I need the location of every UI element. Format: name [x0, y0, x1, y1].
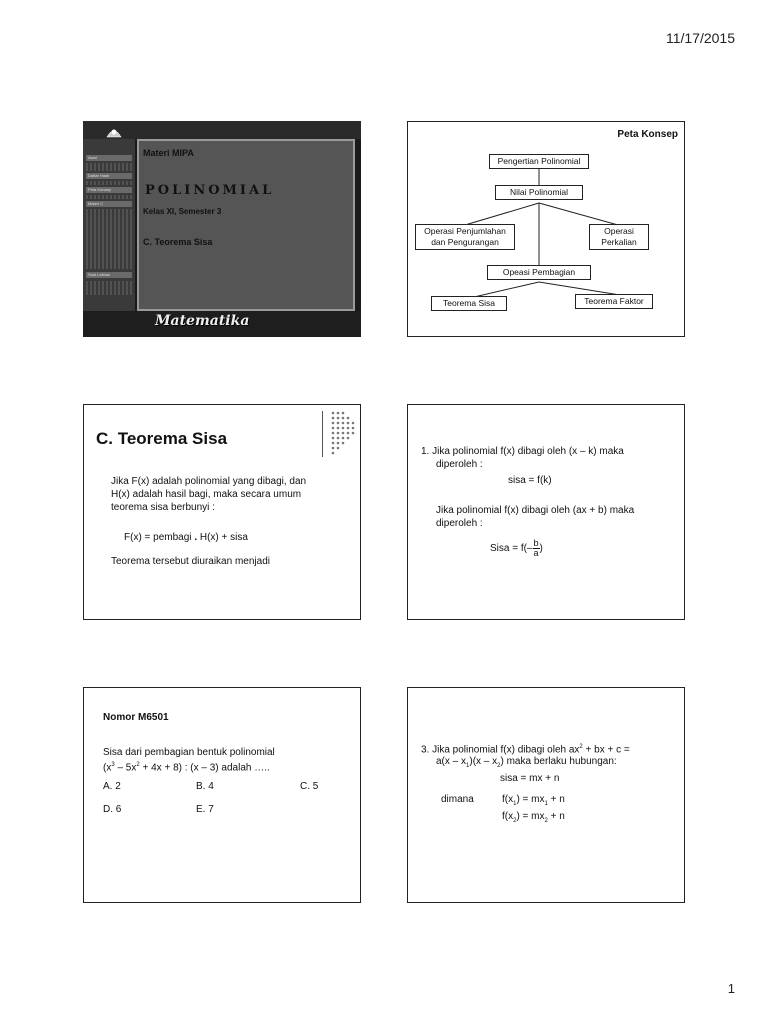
expr-exponent: 2 [136, 762, 140, 768]
slide-topbar [83, 121, 361, 139]
case2-line2: diperoleh : [436, 518, 483, 529]
node-label: Operasi [604, 226, 634, 236]
node-teorema-sisa: Teorema Sisa [431, 296, 507, 311]
case3-eq2 [502, 810, 565, 828]
text-part: f(x [502, 794, 514, 805]
case1-line1: 1. Jika polinomial f(x) dibagi oleh (x – k) maka [421, 446, 624, 457]
page-number: 1 [727, 981, 735, 996]
case2-line1: Jika polinomial f(x) dibagi oleh (ax + b) maka [436, 505, 635, 516]
text-part: + bx + c = [582, 744, 630, 756]
brand-logo: Matematika [155, 313, 250, 329]
kelas-label: Kelas XI, Semester 3 [143, 207, 222, 216]
text-part: + n [547, 794, 565, 805]
slide-title-text: C. Teorema Sisa [96, 429, 228, 448]
theorem-intro [111, 475, 341, 514]
nav-grid [86, 181, 132, 185]
formula-dot: . [194, 532, 198, 543]
text-line: H(x) adalah hasil bagi, maka secara umum [111, 489, 302, 500]
text-part: ) maka berlaku hubungan: [500, 756, 617, 767]
expr-part: (x [103, 762, 112, 774]
dimana-label: dimana [441, 794, 474, 805]
nav-grid [86, 163, 132, 171]
option-b: B. 4 [196, 781, 214, 792]
slide-title [83, 121, 361, 337]
case2-result [490, 539, 543, 558]
exponent: 2 [579, 744, 583, 750]
nav-item-materi-c[interactable]: Materi C [86, 201, 132, 207]
case1-result: sisa = f(k) [508, 475, 552, 486]
peta-konsep-heading: Peta Konsep [617, 129, 678, 140]
question-number: Nomor M6501 [103, 712, 169, 723]
slide-soal [83, 687, 361, 903]
nav-item-peta-konsep[interactable]: Peta Konsep [86, 187, 132, 193]
expr-exponent: 3 [111, 762, 115, 768]
option-c: C. 5 [300, 781, 319, 792]
case3-line2 [436, 755, 617, 773]
node-teorema-faktor: Teorema Faktor [575, 294, 653, 309]
subscript: 1 [513, 801, 517, 807]
expr-part: + 4x + 8) : (x – 3) adalah ….. [139, 762, 270, 774]
topic-label: C. Teorema Sisa [143, 237, 213, 247]
slide-peta-konsep [407, 121, 685, 337]
subscript: 1 [466, 763, 470, 769]
nav-item-soal-latihan[interactable]: Soal Latihan [86, 272, 132, 278]
subscript: 2 [513, 818, 517, 824]
fraction-numerator: b [533, 538, 539, 548]
text-part: a(x – x [436, 756, 467, 767]
text-part: ) = mx [516, 794, 545, 805]
text-part: f(x [502, 811, 514, 822]
fraction-denominator: a [533, 548, 539, 558]
option-e: E. 7 [196, 804, 214, 815]
node-operasi-pembagian: Opeasi Pembagian [487, 265, 591, 280]
theorem-outro: Teorema tersebut diuraikan menjadi [111, 556, 270, 567]
institution-logo-icon [105, 123, 123, 139]
node-label: Perkalian [601, 237, 637, 247]
text-part: ) = mx [516, 811, 545, 822]
text-line: teorema sisa berbunyi : [111, 502, 215, 513]
text-line: Jika F(x) adalah polinomial yang dibagi, dan [111, 476, 307, 487]
theorem-formula [124, 531, 248, 544]
text-part: 3. Jika polinomial f(x) dibagi oleh ax [421, 744, 580, 756]
subscript: 2 [497, 763, 501, 769]
print-date: 11/17/2015 [665, 30, 735, 46]
materi-label: Materi MIPA [143, 148, 194, 158]
node-pengertian-polinomial: Pengertian Polinomial [489, 154, 589, 169]
case3-sisa: sisa = mx + n [500, 773, 560, 784]
nav-grid [86, 195, 132, 199]
decorative-dots-icon [331, 411, 355, 455]
formula-part: ) [539, 543, 543, 555]
text-part: + n [547, 811, 565, 822]
slide-teorema-sisa [83, 404, 361, 620]
slide-main-title: POLINOMIAL [145, 183, 275, 198]
subscript: 1 [544, 801, 548, 807]
text-part: )(x – x [469, 756, 498, 767]
node-label: Operasi Penjumlahan [424, 226, 506, 236]
subscript: 2 [544, 818, 548, 824]
node-nilai-polinomial: Nilai Polinomial [495, 185, 583, 200]
question-line2 [103, 759, 270, 774]
case3-eq1 [502, 793, 565, 811]
nav-item-awal[interactable]: Awal [86, 155, 132, 161]
nav-grid [86, 209, 132, 269]
question-line1: Sisa dari pembagian bentuk polinomial [103, 747, 275, 758]
option-a: A. 2 [103, 781, 121, 792]
case1-line2: diperoleh : [436, 459, 483, 470]
slide-content-panel [137, 139, 355, 311]
node-label: dan Pengurangan [431, 237, 499, 247]
option-d: D. 6 [103, 804, 122, 815]
formula-part: H(x) + sisa [199, 532, 248, 543]
slide-teorema-case3 [407, 687, 685, 903]
node-operasi-perkalian [589, 224, 649, 250]
fraction [533, 539, 540, 558]
formula-part: Sisa = f(– [490, 543, 533, 555]
expr-part: – 5x [114, 762, 137, 774]
node-operasi-penjumlahan [415, 224, 515, 250]
slide-teorema-cases [407, 404, 685, 620]
decorative-divider [322, 411, 323, 457]
formula-part: F(x) = pembagi [124, 532, 192, 543]
nav-grid [86, 281, 132, 295]
nav-item-daftar-hadir[interactable]: Daftar Hadir [86, 173, 132, 179]
